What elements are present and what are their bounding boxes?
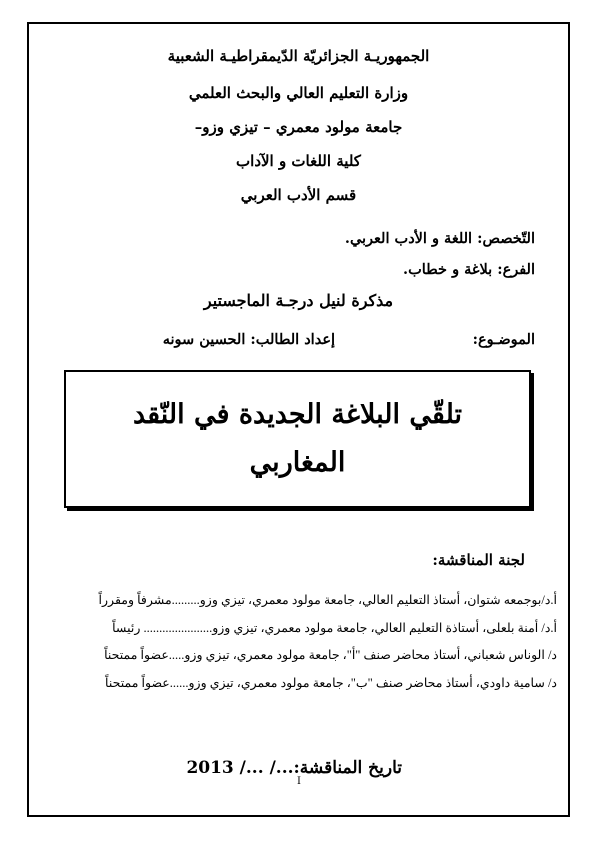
thesis-title-box: [64, 370, 531, 508]
committee-member-2: أ.د/ أمنة بلعلى، أستاذة التعليم العالي، جامعة مولود معمري، تيزي وزو...................... رئيساً: [112, 621, 557, 635]
defense-date: تاريخ المناقشة:.../ .../ 2013: [186, 758, 402, 778]
committee-member-3: د/ الوناس شعباني، أستاذ محاضر صنف "أ"، جامعة مولود معمري، تيزي وزو.....عضواً ممتحناً: [104, 648, 557, 662]
student-line: إعداد الطالب: الحسين سونه: [162, 331, 335, 348]
committee-member-1: أ.د/بوجمعه شتوان، أستاذ التعليم العالي، جامعة مولود معمري، تيزي وزو.........مشرفاً ومقرراً: [98, 593, 557, 607]
university-line: جامعة مولود معمري – تيزي وزو–: [194, 118, 403, 136]
ministry-line: وزارة التعليم العالي والبحث العلمي: [188, 84, 409, 102]
thesis-title-line-1: تلقّي البلاغة الجديدة في النّقد: [132, 399, 463, 430]
branch-line: الفرع: بلاغة و خطاب.: [403, 261, 535, 278]
faculty-line: كلية اللغات و الآداب: [236, 152, 361, 170]
subject-label: الموضـوع:: [472, 331, 535, 348]
republic-line: الجمهوريـة الجزائريّة الدّيمقراطيـة الشعبية: [167, 47, 430, 65]
department-line: قسم الأدب العربي: [240, 186, 357, 204]
thesis-title-line-2: المغاربي: [249, 447, 346, 478]
committee-member-4: د/ سامية داودي، أستاذ محاضر صنف "ب"، جامعة مولود معمري، تيزي وزو......عضواً ممتحناً: [105, 676, 557, 690]
degree-line: مذكرة لنيل درجـة الماجستير: [203, 291, 394, 310]
specialty-line: التّخصص: اللغة و الأدب العربي.: [344, 230, 535, 247]
page-number: I: [297, 776, 301, 787]
committee-heading: لجنة المناقشة:: [432, 551, 525, 569]
